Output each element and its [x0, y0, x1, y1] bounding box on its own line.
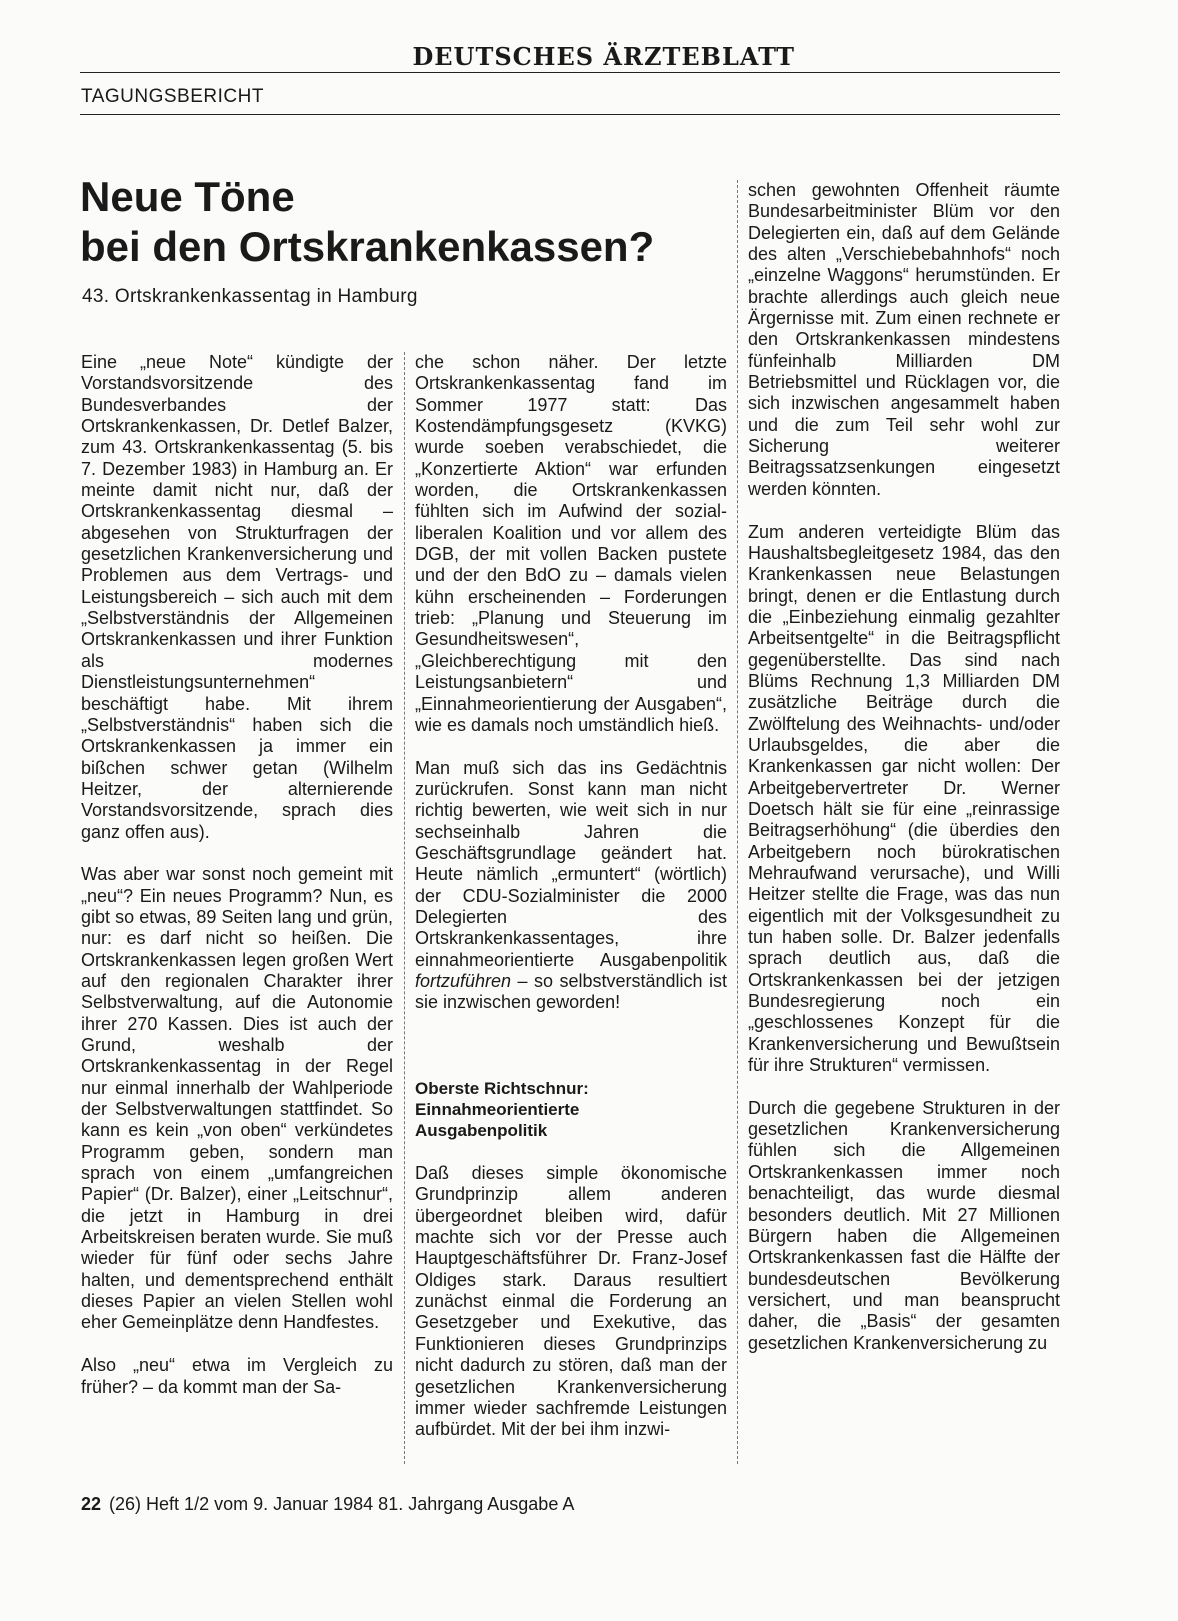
paragraph: Zum anderen verteidigte Blüm das Haushaltsbegleitgesetz 1984, das den Krankenkassen neue Belastungen bringt, denen er die Entlastung durch die „Einbeziehung einmalig gezahlter Arbeitsentgelte“ in die Beitragspflicht gegenüberstellte. Das sind nach Blüms Rechnung 1,3 Milliarden DM zusätzliche Beiträge durch die Zwölftelung des Weihnachts- und/oder Urlaubsgeldes, die aber die Krankenkassen gar nicht wollen: Der Arbeitgebervertreter Dr. Werner Doetsch hält sie für eine „reinrassige Beitragserhöhung“ (die überdies den Arbeitgebern noch bürokratischen Mehraufwand verursache), und Willi Heitzer stellte die Frage, was das nun eigentlich mit der Volksgesundheit zu tun haben solle. Dr. Balzer jedenfalls sprach deutlich aus, daß die Ortskrankenkassen bei der jetzigen Bundesregierung noch ein „geschlossenes Konzept für die Krankenversicherung und Bewußtsein für ihre Strukturen“ vermissen. — [748, 521, 1060, 1076]
masthead-rule — [80, 72, 1060, 73]
section-label: TAGUNGSBERICHT — [81, 86, 264, 107]
column-2 — [415, 352, 727, 1462]
headline-line-1: Neue Töne — [80, 173, 295, 220]
paragraph: Daß dieses simple ökonomische Grundprinzip allem anderen übergeordnet bleiben wird, dafür machte sich vor der Presse auch Hauptgeschäftsführer Dr. Franz-Josef Oldiges stark. Daraus resultiert zunächst einmal die Forderung an Gesetzgeber und Exekutive, das Funktionieren dieses Grundprinzips nicht dadurch zu stören, daß man der gesetzlichen Krankenversicherung immer wieder sachfremde Leistungen aufbürdet. Mit der bei ihm inzwi- — [415, 1163, 727, 1440]
paragraph-text: – so selbstverständlich ist sie inzwischen geworden! — [415, 970, 727, 1013]
subheading-line: Ausgabenpolitik — [415, 1121, 548, 1141]
paragraph: schen gewohnten Offenheit räumte Bundesarbeitminister Blüm vor den Delegierten ein, daß auf dem Gelände des alten „Verschiebebahnhofs“ noch „einzelne Waggons“ herumstünden. Er brachte allerdings auch gleich neue Ärgernisse mit. Zum einen rechnete er den Ortskrankenkassen mindestens fünfeinhalb Milliarden DM Betriebsmittel und Rücklagen vor, die sich inzwischen angesammelt haben und die zum Teil sehr wohl zur Sicherung weiterer Beitragssatzsenkungen eingesetzt werden könnten. — [748, 180, 1060, 499]
headline-line-2: bei den Ortskrankenkassen? — [80, 223, 655, 270]
issue-info: (26) Heft 1/2 vom 9. Januar 1984 81. Jahrgang Ausgabe A — [109, 1494, 575, 1514]
page-number: 22 — [81, 1494, 102, 1514]
subtitle: 43. Ortskrankenkassentag in Hamburg — [82, 286, 418, 307]
headline — [80, 172, 740, 272]
section-rule — [80, 114, 1060, 115]
paragraph: Durch die gegebene Strukturen in der gesetzlichen Krankenversicherung fühlen sich die Allgemeinen Ortskrankenkassen immer noch benachteiligt, das wurde diesmal besonders deutlich. Mit 27 Millionen Bürgern haben die Allgemeinen Ortskrankenkassen fast die Hälfte der bundesdeutschen Bevölkerung versichert, und man beansprucht daher, die „Basis“ der gesamten gesetzlichen Krankenversicherung zu — [748, 1097, 1060, 1353]
masthead: DEUTSCHES ÄRZTEBLATT — [412, 42, 795, 71]
emphasis-text: fortzuführen — [415, 970, 512, 991]
paragraph: Eine „neue Note“ kündigte der Vorstandsvorsitzende des Bundesverbandes der Ortskrankenkassen, Dr. Detlef Balzer, zum 43. Ortskrankenkassentag (5. bis 7. Dezember 1983) in Hamburg an. Er meinte damit nicht nur, daß der Ortskrankenkassentag diesmal – abgesehen von Strukturfragen der gesetzlichen Krankenversicherung und Problemen aus dem Vertrags- und Leistungsbereich – sich auch mit dem „Selbstverständnis der Allgemeinen Ortskrankenkassen und ihrer Funktion als modernes Dienstleistungsunternehmen“ beschäftigt habe. Mit ihrem „Selbstverständnis“ haben sich die Ortskrankenkassen ja immer ein bißchen schwer getan (Wilhelm Heitzer, der alternierende Vorstandsvorsitzende, sprach dies ganz offen aus). — [81, 352, 393, 842]
paragraph: che schon näher. Der letzte Ortskrankenkassentag fand im Sommer 1977 statt: Das Kostendämpfungsgesetz (KVKG) wurde soeben verabschiedet, die „Konzertierte Aktion“ war erfunden worden, die Ortskrankenkassen fühlten sich im Aufwind der sozial-liberalen Koalition und vor allem des DGB, der mit vollen Backen pustete und der den BdO zu – damals vielen kühn erscheinenden – Forderungen trieb: „Planung und Steuerung im Gesundheitswesen“, „Gleichberechtigung mit den Leistungsanbietern“ und „Einnahmeorientierung der Ausgaben“, wie es damals noch umständlich hieß. — [415, 352, 727, 735]
column-1 — [81, 352, 393, 1462]
paragraph-text: Man muß sich das ins Gedächtnis zurückrufen. Sonst kann man nicht richtig bewerten, wie weit sich in nur sechseinhalb Jahren die Geschäftsgrundlage geändert hat. Heute nämlich „ermuntert“ (wörtlich) der CDU-Sozialminister die 2000 Delegierten des Ortskrankenkassentages, ihre einnahmeorientierte Ausgabenpolitik — [415, 757, 727, 970]
paragraph: Also „neu“ etwa im Vergleich zu früher? – da kommt man der Sa- — [81, 1355, 393, 1397]
paragraph: Was aber war sonst noch gemeint mit „neu“? Ein neues Programm? Nun, es gibt so etwas, 89 Seiten lang und grün, nur: es darf nicht so heißen. Die Ortskrankenkassen legen großen Wert auf den regionalen Charakter ihrer Selbstverwaltung, auf die Autonomie ihrer 270 Kassen. Dies ist auch der Grund, weshalb der Ortskrankenkassentag in der Regel nur einmal innerhalb der Wahlperiode der Selbstverwaltungen stattfindet. So kann es kein „von oben“ verkündetes Programm geben, sondern man sprach von einem „umfangreichen Papier“ (Dr. Balzer), einer „Leitschnur“, die jetzt in Hamburg in drei Arbeitskreisen beraten wurde. Sie muß wieder für fünf oder sechs Jahre halten, und dementsprechend enthält dieses Papier an vielen Stellen wohl eher Gemeinplätze denn Handfestes. — [81, 864, 393, 1333]
column-divider — [404, 352, 405, 1464]
footer — [81, 1494, 574, 1515]
column-3 — [748, 180, 1060, 1462]
paragraph — [415, 758, 727, 1014]
subheading-line: Einnahmeorientierte — [415, 1100, 580, 1120]
subheading — [415, 1078, 727, 1142]
column-divider — [737, 180, 738, 1464]
subheading-line: Oberste Richtschnur: — [415, 1078, 589, 1098]
